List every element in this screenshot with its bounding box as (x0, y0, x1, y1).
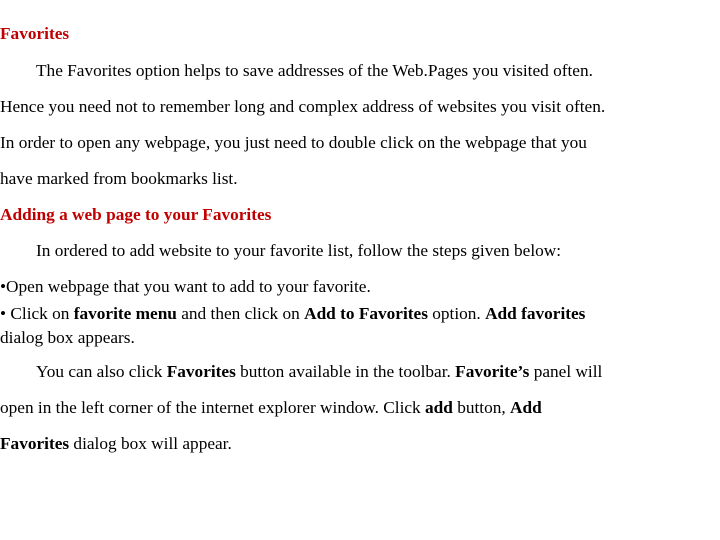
para2-line-3 (0, 434, 232, 454)
para2-l2-mid: button, (452, 398, 511, 417)
add-to-favorites-term: Add to Favorites (304, 304, 428, 323)
favorites-button-term: Favorites (166, 362, 236, 381)
favorites-para-line-2: Hence you need not to remember long and complex address of websites you visit often. (0, 97, 606, 116)
para2-line-2 (0, 398, 542, 418)
bullet-click-favorite-menu (0, 304, 585, 324)
favorites-para-line-3: In order to open any webpage, you just need to double click on the webpage that you (0, 133, 587, 152)
add-term: Add (510, 398, 542, 417)
favorites-para-line-1: The Favorites option helps to save addresses of the Web.Pages you visited often. (36, 61, 593, 80)
favorites-heading: Favorites (0, 24, 70, 43)
bullet2-continuation: dialog box appears. (0, 328, 135, 347)
favorites-panel-term: Favorite’s (455, 362, 530, 381)
bullet2-mid1: and then click on (176, 304, 305, 323)
favorites-dialog-term: Favorites (0, 434, 70, 453)
para2-l1-pre: You can also click (36, 362, 167, 381)
para2-l2-pre: open in the left corner of the internet explorer window. Click (0, 398, 426, 417)
adding-heading: Adding a web page to your Favorites (0, 205, 272, 224)
para2-line-1 (36, 362, 602, 382)
para2-l1-post: panel will (529, 362, 603, 381)
favorites-para-line-4: have marked from bookmarks list. (0, 169, 238, 188)
add-button-term: add (425, 398, 453, 417)
para2-l3-post: dialog box will appear. (69, 434, 232, 453)
favorite-menu-term: favorite menu (73, 304, 177, 323)
bullet2-mid2: option. (427, 304, 486, 323)
bullet-open-webpage: •Open webpage that you want to add to your favorite. (0, 277, 371, 296)
para2-l1-mid: button available in the toolbar. (235, 362, 456, 381)
bullet2-prefix: • Click on (0, 304, 74, 323)
adding-intro: In ordered to add website to your favorite list, follow the steps given below: (36, 241, 562, 260)
add-favorites-term: Add favorites (485, 304, 586, 323)
